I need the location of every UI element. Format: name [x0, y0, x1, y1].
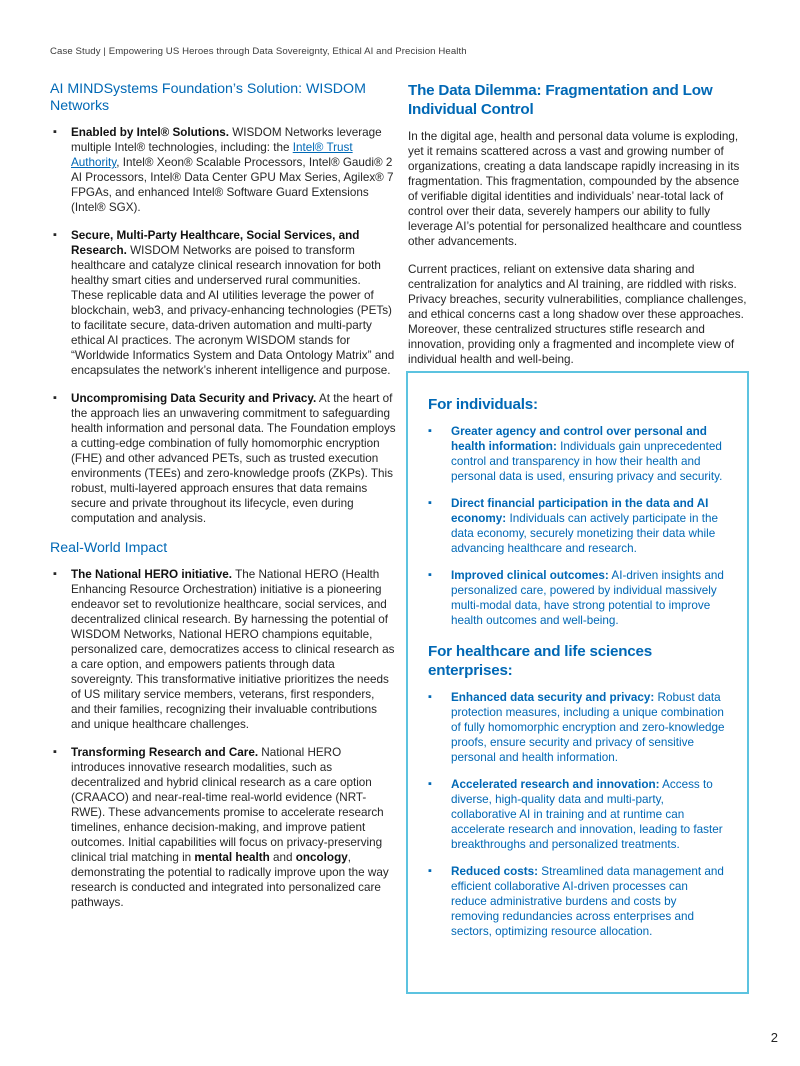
list-item: [428, 864, 725, 939]
data-dilemma-heading: The Data Dilemma: Fragmentation and Low Individual Control: [408, 82, 713, 118]
item-lead: The National HERO initiative.: [71, 568, 233, 581]
item-emphasis: mental health: [194, 851, 270, 864]
list-item: [428, 777, 725, 852]
running-header: Case Study | Empowering US Heroes through Data Sovereignty, Ethical AI and Precision Health: [50, 46, 467, 57]
list-item: [428, 568, 725, 628]
enterprises-list: [428, 690, 725, 939]
list-item: [50, 391, 396, 526]
bullet-icon: ▪: [428, 497, 432, 509]
item-text: Robust data protection measures, including a unique combination of fully homomorphic encryption and zero-knowledge proofs, ensure security and privacy of sensitive personal and health information.: [451, 691, 725, 764]
bullet-icon: ▪: [53, 229, 57, 241]
bullet-icon: ▪: [428, 425, 432, 437]
solution-list: [50, 125, 396, 526]
list-item: [50, 567, 396, 732]
item-text: The National HERO (Health Enhancing Resource Orchestration) initiative is a pioneering endeavor set to revolutionize healthcare, social services, and decentralized clinical research. By harnessing the potential of WISDOM Networks, National HERO champions equitable, personalized care, democratizes access to clinical research as a care option, and empowers patients through data sovereignty. This transformative initiative prioritizes the needs of US military service members, veterans, first responders, and their families, recognizing their invaluable contributions and unique healthcare challenges.: [71, 568, 395, 731]
enterprises-heading: For healthcare and life sciences enterprises:: [428, 643, 653, 679]
bullet-icon: ▪: [428, 865, 432, 877]
solution-heading: AI MINDSystems Foundation’s Solution: WISDOM Networks: [50, 81, 366, 114]
item-text: At the heart of the approach lies an unwavering commitment to safeguarding health information and personal data. The Foundation employs a cutting-edge combination of fully homomorphic encryption (FHE) and other advanced PETs, such as trusted execution environments (TEEs) and zero-knowledge proofs (ZKPs). This robust, multi-layered approach ensures that data remains secure and private throughout its lifecycle, even during computation and analysis.: [71, 392, 396, 525]
list-item: [428, 424, 725, 484]
list-item: [50, 745, 396, 910]
intel-trust-authority-link[interactable]: Intel® Trust Authority: [71, 141, 353, 169]
item-lead: Direct financial participation in the data and AI economy:: [451, 497, 709, 525]
item-text: AI-driven insights and personalized care, powered by individual massively multi-modal data, have strong potential to improve health outcomes and well-being.: [451, 569, 724, 627]
page-number: 2: [770, 1030, 778, 1045]
list-item: [428, 690, 725, 765]
bullet-icon: ▪: [428, 778, 432, 790]
impact-list: [50, 567, 396, 910]
item-text: WISDOM Networks are poised to transform healthcare and catalyze clinical research innovation for both healthy smart cities and underserved rural communities. These replicable data and AI utilities leverage the power of blockchain, web3, and privacy-enhancing technologies (PETs) to facilitate secure, data-driven automation and multi-party ethical AI practices. The acronym WISDOM stands for “Worldwide Informatics System and Data Ontology Matrix” and encapsulates the network’s inherent intelligence and purpose.: [71, 244, 395, 377]
item-text: Access to diverse, high-quality data and multi-party, collaborative AI in training and at runtime can accelerate research and innovation, leading to faster breakthroughs and personalized treatments.: [451, 778, 723, 851]
item-text: , Intel® Xeon® Scalable Processors, Intel® Gaudi® 2 AI Processors, Intel® Data Center GPU Max Series, Agilex® 7 FPGAs, and enhanced Intel® Software Guard Extensions (Intel® SGX).: [71, 156, 394, 214]
benefits-box: [406, 371, 749, 994]
impact-heading: Real-World Impact: [50, 540, 168, 556]
item-lead: Accelerated research and innovation:: [451, 778, 660, 791]
list-item: [428, 496, 725, 556]
left-column: [50, 81, 396, 923]
item-emphasis: oncology: [295, 851, 348, 864]
item-lead: Reduced costs:: [451, 865, 539, 878]
item-text: Individuals gain unprecedented control and transparency in how their health and personal data is used, ensuring privacy and security.: [451, 440, 723, 483]
item-lead: Greater agency and control over personal and health information:: [451, 425, 707, 453]
item-lead: Transforming Research and Care.: [71, 746, 259, 759]
item-lead: Uncompromising Data Security and Privacy.: [71, 392, 317, 405]
bullet-icon: ▪: [53, 568, 57, 580]
list-item: [50, 228, 396, 378]
item-text: WISDOM Networks leverage multiple Intel® technologies, including: the: [71, 126, 382, 154]
item-lead: Enabled by Intel® Solutions.: [71, 126, 229, 139]
bullet-icon: ▪: [428, 569, 432, 581]
right-column: [408, 81, 752, 380]
item-lead: Improved clinical outcomes:: [451, 569, 609, 582]
individuals-heading: For individuals:: [428, 396, 538, 413]
item-lead: Enhanced data security and privacy:: [451, 691, 655, 704]
item-text: Streamlined data management and efficient collaborative AI-driven processes can reduce administrative burdens and costs by removing redundancies across enterprises and sectors, optimizing resource allocation.: [451, 865, 724, 938]
bullet-icon: ▪: [428, 691, 432, 703]
item-text: Individuals can actively participate in the data economy, securely monetizing their data while advancing healthcare and research.: [451, 512, 718, 555]
item-text: and: [269, 851, 296, 864]
paragraph: In the digital age, health and personal data volume is exploding, yet it remains scattered across a vast and growing number of organizations, creating a data landscape rapidly increasing in its fragmentation. This fragmentation, compounded by the absence of verifiable digital identities and individuals’ near-total lack of control over their data, severely hampers our ability to fully leverage AI’s potential for personalized healthcare and countless other advancements.: [408, 130, 742, 248]
bullet-icon: ▪: [53, 126, 57, 138]
item-text: , demonstrating the potential to radically improve upon the way research is conducted and integrated into personalized care pathways.: [71, 851, 389, 909]
paragraph: Current practices, reliant on extensive data sharing and centralization for analytics and AI training, are riddled with risks. Privacy breaches, security vulnerabilities, compliance challenges, and ethical concerns cast a long shadow over these approaches. Moreover, these centralized structures stifle research and innovation, providing only a fragmented and incomplete view of individual health and well-being.: [408, 263, 747, 366]
bullet-icon: ▪: [53, 392, 57, 404]
item-text: National HERO introduces innovative research modalities, such as decentralized and hybrid clinical research as a care option (CRAACO) and near-real-time real-world evidence (NRT-RWE). These advancements promise to accelerate research timelines, enhance decision-making, and improve patient outcomes. Initial capabilities will focus on privacy-preserving clinical trial matching in: [71, 746, 384, 864]
bullet-icon: ▪: [53, 746, 57, 758]
list-item: [50, 125, 396, 215]
individuals-list: [428, 424, 725, 628]
item-lead: Secure, Multi-Party Healthcare, Social Services, and Research.: [71, 229, 360, 257]
